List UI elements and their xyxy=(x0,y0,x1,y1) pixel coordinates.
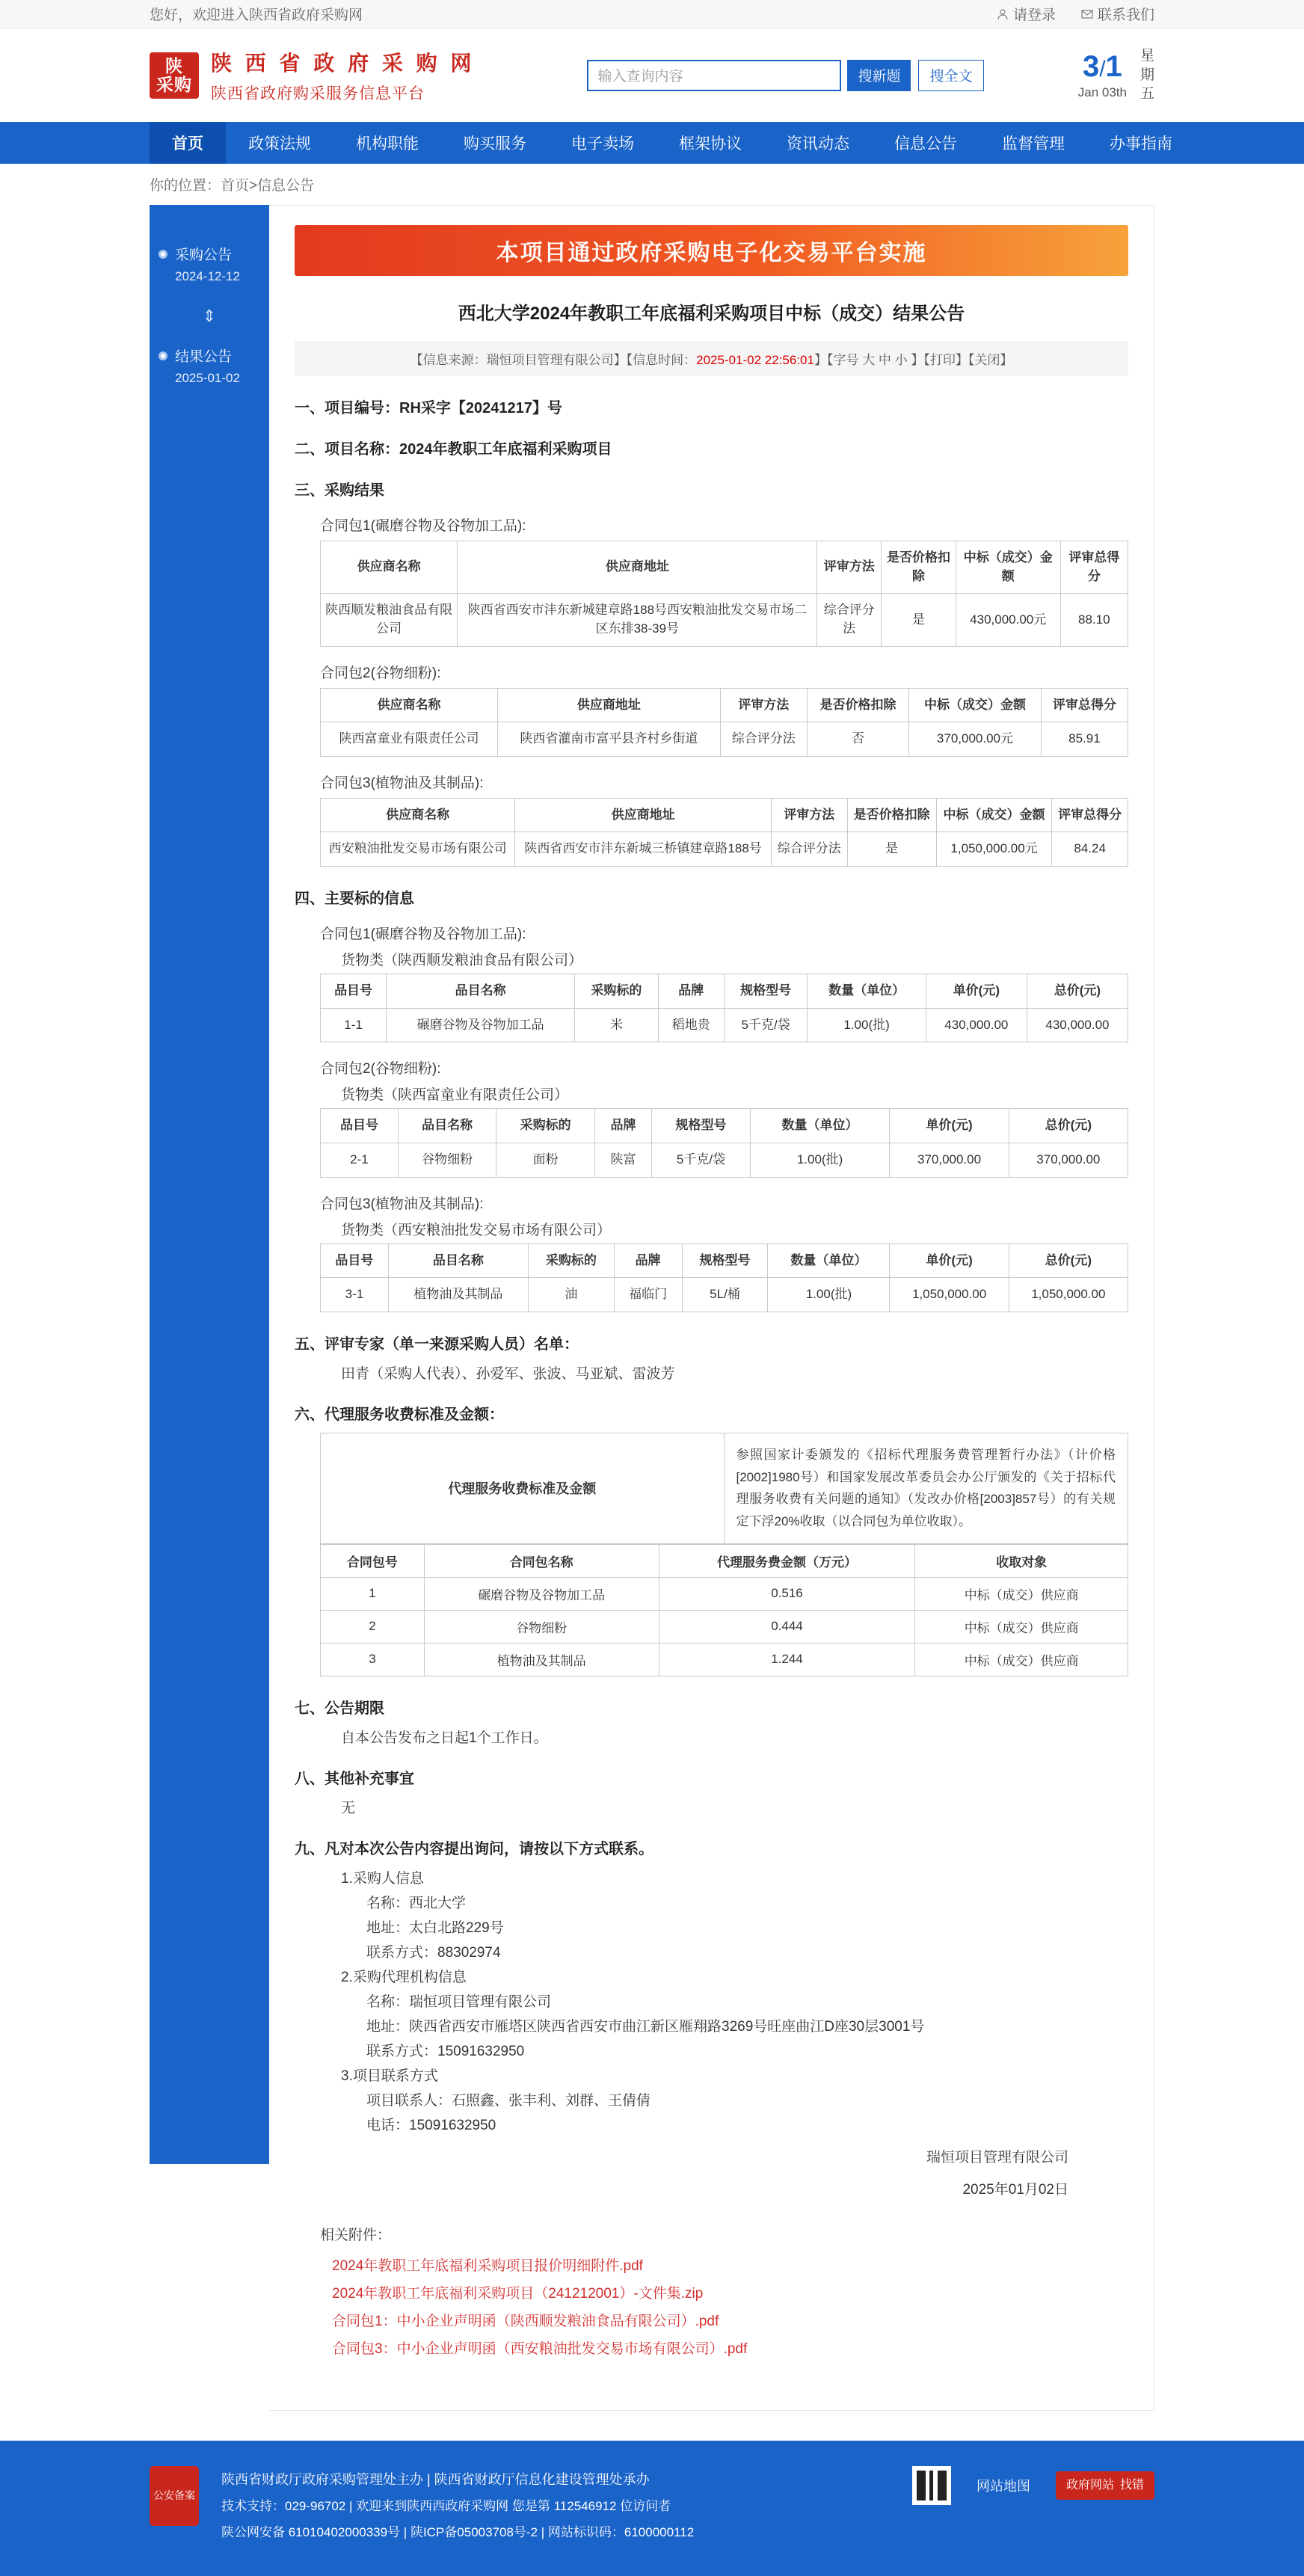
nav-item-functions[interactable]: 机构职能 xyxy=(356,135,419,153)
bullet-icon xyxy=(159,250,167,259)
th-amount: 中标（成交）金额 xyxy=(909,688,1042,722)
table-header-row xyxy=(321,798,1128,832)
th-unit-price: 单价(元) xyxy=(926,974,1027,1009)
cell-amount: 430,000.00元 xyxy=(956,594,1060,646)
result-table-3 xyxy=(320,798,1128,867)
result-table-2 xyxy=(320,688,1128,757)
goods-supplier-2: 货物类（陕西富童业有限责任公司） xyxy=(341,1087,569,1104)
goods-table-2 xyxy=(320,1108,1128,1177)
nav-item-supervision[interactable]: 监督管理 xyxy=(1002,135,1065,153)
th-package-name: 合同包名称 xyxy=(424,1544,659,1577)
qrcode-icon xyxy=(912,2466,951,2505)
th-brand: 品牌 xyxy=(594,1109,651,1143)
th-supplier-address: 供应商地址 xyxy=(458,541,817,594)
cell-qty: 1.00(批) xyxy=(750,1143,890,1178)
print-link[interactable]: 打印 xyxy=(929,353,956,367)
th-payer: 收取对象 xyxy=(915,1544,1128,1577)
th-score: 评审总得分 xyxy=(1052,798,1128,832)
goods-table-3 xyxy=(320,1244,1128,1312)
table-header-row xyxy=(321,1109,1128,1143)
other-matters-text: 无 xyxy=(341,1800,356,1816)
cell-review-method: 综合评分法 xyxy=(771,832,847,867)
table-row xyxy=(321,594,1128,646)
purchaser-name: 名称：西北大学 xyxy=(366,1895,467,1911)
cell-total-price: 370,000.00 xyxy=(1009,1143,1128,1178)
breadcrumb-sep: > xyxy=(249,178,258,194)
section-5-title: 五、评审专家（单一来源采购人员）名单： xyxy=(295,1335,579,1353)
cell-fee-amount: 0.516 xyxy=(659,1577,915,1610)
logo-mark-line2: 采购 xyxy=(156,74,192,94)
greeting-text: 您好，欢迎进入陕西省政府采购网 xyxy=(150,7,363,23)
contact-link[interactable] xyxy=(1081,4,1154,24)
cell-price-deduction: 否 xyxy=(807,722,908,757)
cell-package-no: 2 xyxy=(321,1610,425,1643)
table-row xyxy=(321,1278,1128,1312)
goods-supplier-3: 货物类（西安粮油批发交易市场有限公司） xyxy=(341,1222,612,1238)
nav-item-framework[interactable]: 框架协议 xyxy=(679,135,742,153)
th-item-name: 品目名称 xyxy=(398,1109,496,1143)
cell-supplier-name: 陕西顺发粮油食品有限公司 xyxy=(321,594,458,646)
sidebar-item-procurement-notice[interactable] xyxy=(150,235,269,296)
th-fee-amount: 代理服务费金额（万元） xyxy=(659,1544,915,1577)
meta-time-label: 】【信息时间： xyxy=(613,353,697,367)
th-price-deduction: 是否价格扣除 xyxy=(847,798,936,832)
cell-brand: 福临门 xyxy=(614,1278,682,1312)
th-supplier-name: 供应商名称 xyxy=(321,541,458,594)
attachment-link[interactable]: 2024年教职工年底福利采购项目报价明细附件.pdf xyxy=(332,2257,643,2274)
th-score: 评审总得分 xyxy=(1041,688,1128,722)
package-1-label: 合同包1(碾磨谷物及谷物加工品): xyxy=(320,518,526,534)
sidebar-item-date: 2025-01-02 xyxy=(175,370,240,385)
fulltext-search-button[interactable]: 搜全文 xyxy=(918,60,983,91)
nav-item-news[interactable]: 资讯动态 xyxy=(787,135,849,153)
th-spec: 规格型号 xyxy=(652,1109,751,1143)
goods-package-3-label: 合同包3(植物油及其制品): xyxy=(320,1196,484,1212)
table-row xyxy=(321,722,1128,757)
sidebar-item-label: 结果公告 xyxy=(175,349,233,365)
content-area xyxy=(0,205,1304,2411)
section-9-title: 九、凡对本次公告内容提出询问，请按以下方式联系。 xyxy=(295,1840,653,1857)
main-nav xyxy=(0,122,1304,164)
cell-qty: 1.00(批) xyxy=(808,1008,926,1042)
notice-period-text: 自本公告发布之日起1个工作日。 xyxy=(341,1730,548,1746)
cell-payer: 中标（成交）供应商 xyxy=(915,1577,1128,1610)
search-area xyxy=(587,60,983,91)
user-icon xyxy=(997,8,1009,20)
th-amount: 中标（成交）金额 xyxy=(956,541,1060,594)
th-brand: 品牌 xyxy=(658,974,724,1009)
cell-price-deduction: 是 xyxy=(847,832,936,867)
page-title: 西北大学2024年教职工年底福利采购项目中标（成交）结果公告 xyxy=(458,304,965,324)
document-panel xyxy=(269,205,1154,2411)
th-total-price: 总价(元) xyxy=(1009,1109,1128,1143)
table-header-row xyxy=(321,1244,1128,1278)
breadcrumb xyxy=(0,164,1304,205)
project-contact-phone: 电话：15091632950 xyxy=(366,2117,496,2133)
purchaser-info-title: 1.采购人信息 xyxy=(341,1870,424,1887)
close-link[interactable]: 关闭 xyxy=(974,353,1000,367)
th-total-price: 总价(元) xyxy=(1009,1244,1128,1278)
nav-item-policy[interactable]: 政策法规 xyxy=(248,135,311,153)
purchaser-contact: 联系方式：88302974 xyxy=(366,1944,501,1961)
section-3-title: 三、采购结果 xyxy=(295,482,384,499)
fee-standard-block xyxy=(320,1433,1128,1544)
cell-package-no: 3 xyxy=(321,1643,425,1676)
login-link[interactable] xyxy=(997,4,1056,24)
signature-date: 2025年01月02日 xyxy=(962,2181,1068,2198)
table-header-row xyxy=(321,974,1128,1009)
th-item-name: 品目名称 xyxy=(388,1244,528,1278)
contact-label: 联系我们 xyxy=(1097,7,1154,23)
cell-brand: 稻地贵 xyxy=(658,1008,724,1042)
th-price-deduction: 是否价格扣除 xyxy=(882,541,956,594)
meta-time-value: 2025-01-02 22:56:01 xyxy=(696,353,814,367)
meta-bar xyxy=(295,341,1128,376)
sidebar-item-date: 2024-12-12 xyxy=(175,268,240,283)
cell-review-method: 综合评分法 xyxy=(720,722,807,757)
cell-price-deduction: 是 xyxy=(882,594,956,646)
logo-mark-icon xyxy=(150,52,199,99)
cell-qty: 1.00(批) xyxy=(768,1278,890,1312)
mail-icon xyxy=(1081,8,1093,20)
cell-item-no: 2-1 xyxy=(321,1143,399,1178)
goods-package-1-label: 合同包1(碾磨谷物及谷物加工品): xyxy=(320,926,526,943)
cell-spec: 5L/桶 xyxy=(682,1278,768,1312)
breadcrumb-home[interactable]: 首页 xyxy=(221,178,250,194)
goods-table-1 xyxy=(320,974,1128,1042)
cell-item-no: 1-1 xyxy=(321,1008,387,1042)
cell-subject: 米 xyxy=(575,1008,659,1042)
th-qty: 数量（单位） xyxy=(808,974,926,1009)
attachment-link[interactable]: 合同包1：中小企业声明函（陕西顺发粮油食品有限公司）.pdf xyxy=(332,2313,719,2329)
bullet-icon xyxy=(159,351,167,360)
package-2-label: 合同包2(谷物细粉): xyxy=(320,665,441,681)
login-label: 请登录 xyxy=(1012,7,1056,23)
table-row xyxy=(321,1143,1128,1178)
search-input[interactable]: 输入查询内容 xyxy=(587,60,841,91)
th-supplier-name: 供应商名称 xyxy=(321,798,515,832)
table-row xyxy=(321,1643,1128,1676)
cell-unit-price: 430,000.00 xyxy=(926,1008,1027,1042)
th-item-no: 品目号 xyxy=(321,974,387,1009)
cell-payer: 中标（成交）供应商 xyxy=(915,1643,1128,1676)
th-unit-price: 单价(元) xyxy=(890,1244,1009,1278)
signature-org: 瑞恒项目管理有限公司 xyxy=(926,2149,1068,2165)
cell-item-name: 谷物细粉 xyxy=(398,1143,496,1178)
banner: 本项目通过政府采购电子化交易平台实施 xyxy=(295,225,1128,276)
footer-line-2: 技术支持：029-96702 | 欢迎来到陕西西政府采购网 您是第 112546912 位访问者 xyxy=(221,2498,671,2513)
agency-name: 名称：瑞恒项目管理有限公司 xyxy=(366,1994,552,2010)
date-daymonth: 3/1 xyxy=(1082,49,1122,83)
project-contact-person: 项目联系人：石照鑫、张丰利、刘群、王倩倩 xyxy=(366,2092,651,2109)
fee-table xyxy=(320,1544,1128,1676)
attachment-link[interactable]: 合同包3：中小企业声明函（西安粮油批发交易市场有限公司）.pdf xyxy=(332,2340,748,2357)
meta-tail-1: 】 xyxy=(955,353,968,367)
cell-score: 85.91 xyxy=(1041,722,1128,757)
th-spec: 规格型号 xyxy=(682,1244,768,1278)
cell-fee-amount: 1.244 xyxy=(659,1643,915,1676)
table-header-row xyxy=(321,541,1128,594)
breadcrumb-prefix: 你的位置： xyxy=(150,178,221,194)
th-package-no: 合同包号 xyxy=(321,1544,425,1577)
th-total-price: 总价(元) xyxy=(1027,974,1128,1009)
nav-item-home[interactable]: 首页 xyxy=(150,122,226,164)
th-item-no: 品目号 xyxy=(321,1109,399,1143)
sidebar-item-label: 采购公告 xyxy=(175,248,233,263)
th-supplier-address: 供应商地址 xyxy=(498,688,721,722)
cell-score: 88.10 xyxy=(1060,594,1128,646)
th-score: 评审总得分 xyxy=(1060,541,1128,594)
th-supplier-address: 供应商地址 xyxy=(515,798,772,832)
weekday-label: 星 期 五 xyxy=(1140,48,1154,102)
cell-total-price: 1,050,000.00 xyxy=(1009,1278,1128,1312)
gov-badge-line1: 政府网站 xyxy=(1065,2478,1114,2492)
th-subject: 采购标的 xyxy=(528,1244,614,1278)
table-header-row xyxy=(321,688,1128,722)
site-header xyxy=(0,28,1304,122)
cell-item-name: 植物油及其制品 xyxy=(388,1278,528,1312)
cell-supplier-address: 陕西省西安市沣东新城建章路188号西安粮油批发交易市场二区东排38-39号 xyxy=(458,594,817,646)
cell-spec: 5千克/袋 xyxy=(724,1008,808,1042)
goods-package-2-label: 合同包2(谷物细粉): xyxy=(320,1061,441,1078)
section-2-title: 二、项目名称：2024年教职工年底福利采购项目 xyxy=(295,441,612,458)
gov-website-report-badge[interactable] xyxy=(1056,2471,1154,2500)
expert-list: 田青（采购人代表）、孙爱军、张波、马亚斌、雷波芳 xyxy=(341,1365,675,1382)
table-row xyxy=(321,1610,1128,1643)
top-utility-bar xyxy=(0,0,1304,28)
fee-standard-text: 参照国家计委颁发的《招标代理服务费管理暂行办法》（计价格[2002]1980号）和国家发展改革委员会办公厅颁发的《关于招标代理服务收费有关问题的通知》（发改办价格[2003]857号）的有关规定下浮20%收取（以合同包为单位收取）。 xyxy=(736,1447,1116,1529)
agency-contact: 联系方式：15091632950 xyxy=(366,2043,525,2059)
th-subject: 采购标的 xyxy=(575,974,659,1009)
site-footer xyxy=(0,2441,1304,2576)
cell-supplier-address: 陕西省西安市沣东新城三桥镇建章路188号 xyxy=(515,832,772,867)
th-unit-price: 单价(元) xyxy=(890,1109,1009,1143)
sidebar xyxy=(150,205,269,2164)
attachment-link[interactable]: 2024年教职工年底福利采购项目（241212001）-文件集.zip xyxy=(332,2285,704,2302)
gov-badge-line2: 找错 xyxy=(1119,2478,1144,2492)
nav-item-guide[interactable]: 办事指南 xyxy=(1110,135,1172,153)
purchaser-address: 地址：太白北路229号 xyxy=(366,1919,504,1936)
cell-package-name: 碾磨谷物及谷物加工品 xyxy=(424,1577,659,1610)
cell-supplier-name: 西安粮油批发交易市场有限公司 xyxy=(321,832,515,867)
meta-bracket: 【 xyxy=(968,353,975,367)
cell-unit-price: 370,000.00 xyxy=(890,1143,1009,1178)
cell-unit-price: 1,050,000.00 xyxy=(890,1278,1009,1312)
section-6-title: 六、代理服务收费标准及金额： xyxy=(295,1406,504,1423)
section-7-title: 七、公告期限 xyxy=(295,1700,384,1717)
cell-package-name: 谷物细粉 xyxy=(424,1610,659,1643)
cell-subject: 油 xyxy=(528,1278,614,1312)
site-name: 陕 西 省 政 府 采 购 网 xyxy=(211,51,476,75)
cell-review-method: 综合评分法 xyxy=(817,594,882,646)
th-item-name: 品目名称 xyxy=(387,974,575,1009)
table-row xyxy=(321,1008,1128,1042)
sidebar-scroll-icon[interactable]: ⇕ xyxy=(202,307,217,325)
cell-fee-amount: 0.444 xyxy=(659,1610,915,1643)
th-review-method: 评审方法 xyxy=(817,541,882,594)
goods-supplier-1: 货物类（陕西顺发粮油食品有限公司） xyxy=(341,953,583,969)
site-logo[interactable] xyxy=(150,47,475,104)
attachments-title: 相关附件： xyxy=(320,2227,392,2243)
nav-item-announcements[interactable]: 信息公告 xyxy=(894,135,957,153)
th-spec: 规格型号 xyxy=(724,974,808,1009)
th-item-no: 品目号 xyxy=(321,1244,389,1278)
cell-total-price: 430,000.00 xyxy=(1027,1008,1128,1042)
cell-subject: 面粉 xyxy=(496,1143,595,1178)
advanced-search-button[interactable]: 搜新题 xyxy=(847,60,911,91)
th-review-method: 评审方法 xyxy=(720,688,807,722)
cell-item-name: 碾磨谷物及谷物加工品 xyxy=(387,1008,575,1042)
result-table-1 xyxy=(320,541,1128,647)
cell-package-name: 植物油及其制品 xyxy=(424,1643,659,1676)
meta-tail-2: 】 xyxy=(1000,353,1013,367)
cell-package-no: 1 xyxy=(321,1577,425,1610)
meta-source-value: 瑞恒项目管理有限公司 xyxy=(486,353,614,367)
agency-address: 地址：陕西省西安市雁塔区陕西省西安市曲江新区雁翔路3269号旺座曲江D座30层3001号 xyxy=(366,2018,925,2035)
police-badge-icon: 公安备案 xyxy=(150,2466,199,2526)
meta-source-label: 【信息来源： xyxy=(410,353,487,367)
sitemap-link[interactable]: 网站地图 xyxy=(976,2478,1030,2494)
meta-font-label: 】【字号 大 中 小 】【 xyxy=(814,353,930,367)
cell-supplier-address: 陕西省灌南市富平县齐村乡街道 xyxy=(498,722,721,757)
th-price-deduction: 是否价格扣除 xyxy=(807,688,908,722)
th-qty: 数量（单位） xyxy=(768,1244,890,1278)
project-contact-title: 3.项目联系方式 xyxy=(341,2068,438,2084)
nav-item-emarket[interactable]: 电子卖场 xyxy=(571,135,634,153)
section-1-title: 一、项目编号：RH采字【20241217】号 xyxy=(295,400,562,416)
sidebar-item-result-notice[interactable] xyxy=(150,336,269,398)
cell-amount: 1,050,000.00元 xyxy=(936,832,1052,867)
th-supplier-name: 供应商名称 xyxy=(321,688,498,722)
cell-supplier-name: 陕西富童业有限责任公司 xyxy=(321,722,498,757)
nav-item-purchase-service[interactable]: 购买服务 xyxy=(464,135,526,153)
logo-mark-line1: 陕 xyxy=(165,56,183,76)
site-subtitle: 陕西省政府购采服务信息平台 xyxy=(211,84,425,102)
breadcrumb-current: 信息公告 xyxy=(257,178,315,194)
th-brand: 品牌 xyxy=(614,1244,682,1278)
cell-spec: 5千克/袋 xyxy=(652,1143,751,1178)
cell-brand: 陕富 xyxy=(594,1143,651,1178)
table-row xyxy=(321,1577,1128,1610)
section-8-title: 八、其他补充事宜 xyxy=(295,1770,414,1787)
table-row xyxy=(321,832,1128,867)
cell-amount: 370,000.00元 xyxy=(909,722,1042,757)
cell-score: 84.24 xyxy=(1052,832,1128,867)
th-subject: 采购标的 xyxy=(496,1109,595,1143)
date-widget xyxy=(1078,46,1154,104)
fee-standard-title: 代理服务收费标准及金额 xyxy=(321,1433,725,1543)
package-3-label: 合同包3(植物油及其制品): xyxy=(320,775,484,791)
th-review-method: 评审方法 xyxy=(771,798,847,832)
cell-payer: 中标（成交）供应商 xyxy=(915,1610,1128,1643)
footer-line-1: 陕西省财政厅政府采购管理处主办 | 陕西省财政厅信息化建设管理处承办 xyxy=(221,2471,650,2487)
footer-line-3: 陕公网安备 61010402000339号 | 陕ICP备05003708号-2 | 网站标识码：6100000112 xyxy=(221,2524,695,2539)
th-amount: 中标（成交）金额 xyxy=(936,798,1052,832)
agency-info-title: 2.采购代理机构信息 xyxy=(341,1969,467,1985)
table-header-row xyxy=(321,1544,1128,1577)
cell-item-no: 3-1 xyxy=(321,1278,389,1312)
date-english: Jan 03th xyxy=(1077,84,1127,99)
section-4-title: 四、主要标的信息 xyxy=(295,891,414,908)
th-qty: 数量（单位） xyxy=(750,1109,890,1143)
